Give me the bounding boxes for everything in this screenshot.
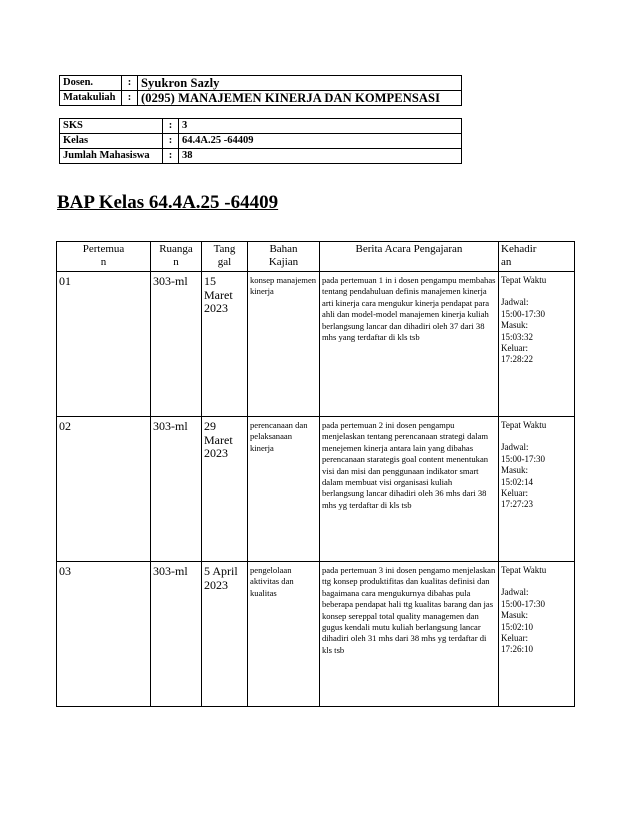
matakuliah-row bbox=[60, 91, 462, 106]
tanggal-line1: 15 bbox=[204, 274, 216, 288]
separator: : bbox=[163, 134, 179, 149]
keluar-value: 17:27:23 bbox=[501, 499, 534, 510]
header-bahan-line2: Kajian bbox=[268, 256, 299, 268]
masuk-value: 15:03:32 bbox=[501, 331, 534, 342]
jumlah-value: 38 bbox=[179, 149, 462, 164]
jadwal-label: Jadwal: bbox=[501, 442, 529, 453]
header-pertemuan-line2: n bbox=[100, 256, 107, 268]
matakuliah-label: Matakuliah bbox=[60, 91, 122, 106]
pertemuan-cell: 02 bbox=[57, 417, 151, 562]
tanggal-line2: Maret bbox=[204, 287, 233, 302]
masuk-value: 15:02:14 bbox=[501, 476, 534, 487]
table-row bbox=[57, 272, 575, 417]
header-tanggal-line1: Tang bbox=[213, 243, 236, 255]
tanggal-line1: 29 bbox=[204, 419, 216, 433]
tanggal-line1: 5 April bbox=[204, 564, 238, 578]
kehadiran-cell bbox=[499, 562, 575, 707]
kehadiran-cell bbox=[499, 417, 575, 562]
header-ruangan-line1: Ruanga bbox=[159, 243, 193, 255]
keluar-label: Keluar: bbox=[501, 488, 528, 499]
kelas-label: Kelas bbox=[60, 134, 163, 149]
masuk-value: 15:02:10 bbox=[501, 621, 534, 632]
kelas-value: 64.4A.25 -64409 bbox=[179, 134, 462, 149]
separator: : bbox=[122, 76, 138, 91]
header-bahan bbox=[248, 242, 320, 272]
jadwal-value: 15:00-17:30 bbox=[501, 308, 545, 319]
separator: : bbox=[122, 91, 138, 106]
jadwal-label: Jadwal: bbox=[501, 297, 529, 308]
ruangan-cell: 303-ml bbox=[151, 272, 202, 417]
tanggal-line2: Maret bbox=[204, 432, 233, 447]
header-kehadiran-line2: an bbox=[501, 256, 512, 268]
masuk-label: Masuk: bbox=[501, 610, 528, 621]
status-text: Tepat Waktu bbox=[501, 420, 547, 430]
sks-value: 3 bbox=[179, 119, 462, 134]
jadwal-value: 15:00-17:30 bbox=[501, 453, 545, 464]
bahan-cell: pengelolaan aktivitas dan kualitas bbox=[248, 562, 320, 707]
jadwal-value: 15:00-17:30 bbox=[501, 598, 545, 609]
berita-cell: pada pertemuan 2 ini dosen pengampu menjelaskan tentang perencanaan strategi dalam menejemen kinerja antara lain yang dibahas perencanaan starategis goal content menentukan visi dan misi dan penggunaan indikator smart dalam membuat visi organisasi kuliah berlangsung lancar dihadiri oleh 36 mhs dari 38 mhs yg terdaftar di kls tsb bbox=[320, 417, 499, 562]
sks-label: SKS bbox=[60, 119, 163, 134]
header-ruangan-line2: n bbox=[173, 256, 179, 268]
tanggal-cell bbox=[202, 417, 248, 562]
masuk-label: Masuk: bbox=[501, 465, 528, 476]
status-text: Tepat Waktu bbox=[501, 275, 547, 285]
bahan-cell: konsep manajemen kinerja bbox=[248, 272, 320, 417]
header-kehadiran-line1: Kehadir bbox=[501, 243, 537, 255]
separator: : bbox=[163, 149, 179, 164]
tanggal-line3: 2023 bbox=[204, 301, 228, 315]
jadwal-label: Jadwal: bbox=[501, 587, 529, 598]
tanggal-line2: 2023 bbox=[204, 577, 228, 592]
bahan-cell: perencanaan dan pelaksanaan kinerja bbox=[248, 417, 320, 562]
keluar-label: Keluar: bbox=[501, 343, 528, 354]
header-ruangan bbox=[151, 242, 202, 272]
header-tanggal bbox=[202, 242, 248, 272]
pertemuan-cell: 03 bbox=[57, 562, 151, 707]
masuk-label: Masuk: bbox=[501, 320, 528, 331]
ruangan-cell: 303-ml bbox=[151, 417, 202, 562]
kelas-row bbox=[60, 134, 462, 149]
header-berita: Berita Acara Pengajaran bbox=[320, 242, 499, 272]
kehadiran-cell bbox=[499, 272, 575, 417]
berita-cell: pada pertemuan 1 in i dosen pengampu membahas tentang pendahuluan definis manajemen kinerja arti kinerja cara mengukur kinerja pendapat para ahli dan model-model manajemen kinerja kuliah berlangsung lancar dan dihadiri oleh 37 dari 38 mhs yang terdaftar di kls tsb bbox=[320, 272, 499, 417]
header-pertemuan-line1: Pertemua bbox=[82, 243, 125, 255]
header-bahan-line1: Bahan bbox=[269, 243, 298, 255]
keluar-value: 17:26:10 bbox=[501, 644, 534, 655]
dosen-info-table bbox=[59, 75, 462, 106]
kelas-info-table bbox=[59, 118, 462, 164]
header-tanggal-line2: gal bbox=[217, 256, 232, 268]
header-pertemuan bbox=[57, 242, 151, 272]
jumlah-row bbox=[60, 149, 462, 164]
bap-table bbox=[56, 241, 575, 707]
jumlah-label: Jumlah Mahasiswa bbox=[60, 149, 163, 164]
dosen-value: Syukron Sazly bbox=[138, 76, 462, 91]
tanggal-cell bbox=[202, 562, 248, 707]
table-header-row bbox=[57, 242, 575, 272]
dosen-label: Dosen. bbox=[60, 76, 122, 91]
tanggal-cell bbox=[202, 272, 248, 417]
sks-row bbox=[60, 119, 462, 134]
dosen-row bbox=[60, 76, 462, 91]
berita-cell: pada pertemuan 3 ini dosen pengamo menjelaskan ttg konsep produktifitas dan kualitas definisi dan bagaimana cara mengukurnya dibahas pula beberapa pendapat hali ttg kualitas barang dan jas konsep sereppal total quality managemen dan gugus kendali mutu kuliah berlangsung lancar dihadiri oleh 31 mhs dari 38 mhs yg terdaftar di kls tsb bbox=[320, 562, 499, 707]
table-row bbox=[57, 562, 575, 707]
bap-title: BAP Kelas 64.4A.25 -64409 bbox=[57, 192, 279, 213]
tanggal-line3: 2023 bbox=[204, 446, 228, 460]
keluar-label: Keluar: bbox=[501, 633, 528, 644]
pertemuan-cell: 01 bbox=[57, 272, 151, 417]
table-row bbox=[57, 417, 575, 562]
separator: : bbox=[163, 119, 179, 134]
header-kehadiran bbox=[499, 242, 575, 272]
keluar-value: 17:28:22 bbox=[501, 354, 534, 365]
ruangan-cell: 303-ml bbox=[151, 562, 202, 707]
status-text: Tepat Waktu bbox=[501, 565, 547, 575]
matakuliah-value: (0295) MANAJEMEN KINERJA DAN KOMPENSASI bbox=[138, 91, 462, 106]
